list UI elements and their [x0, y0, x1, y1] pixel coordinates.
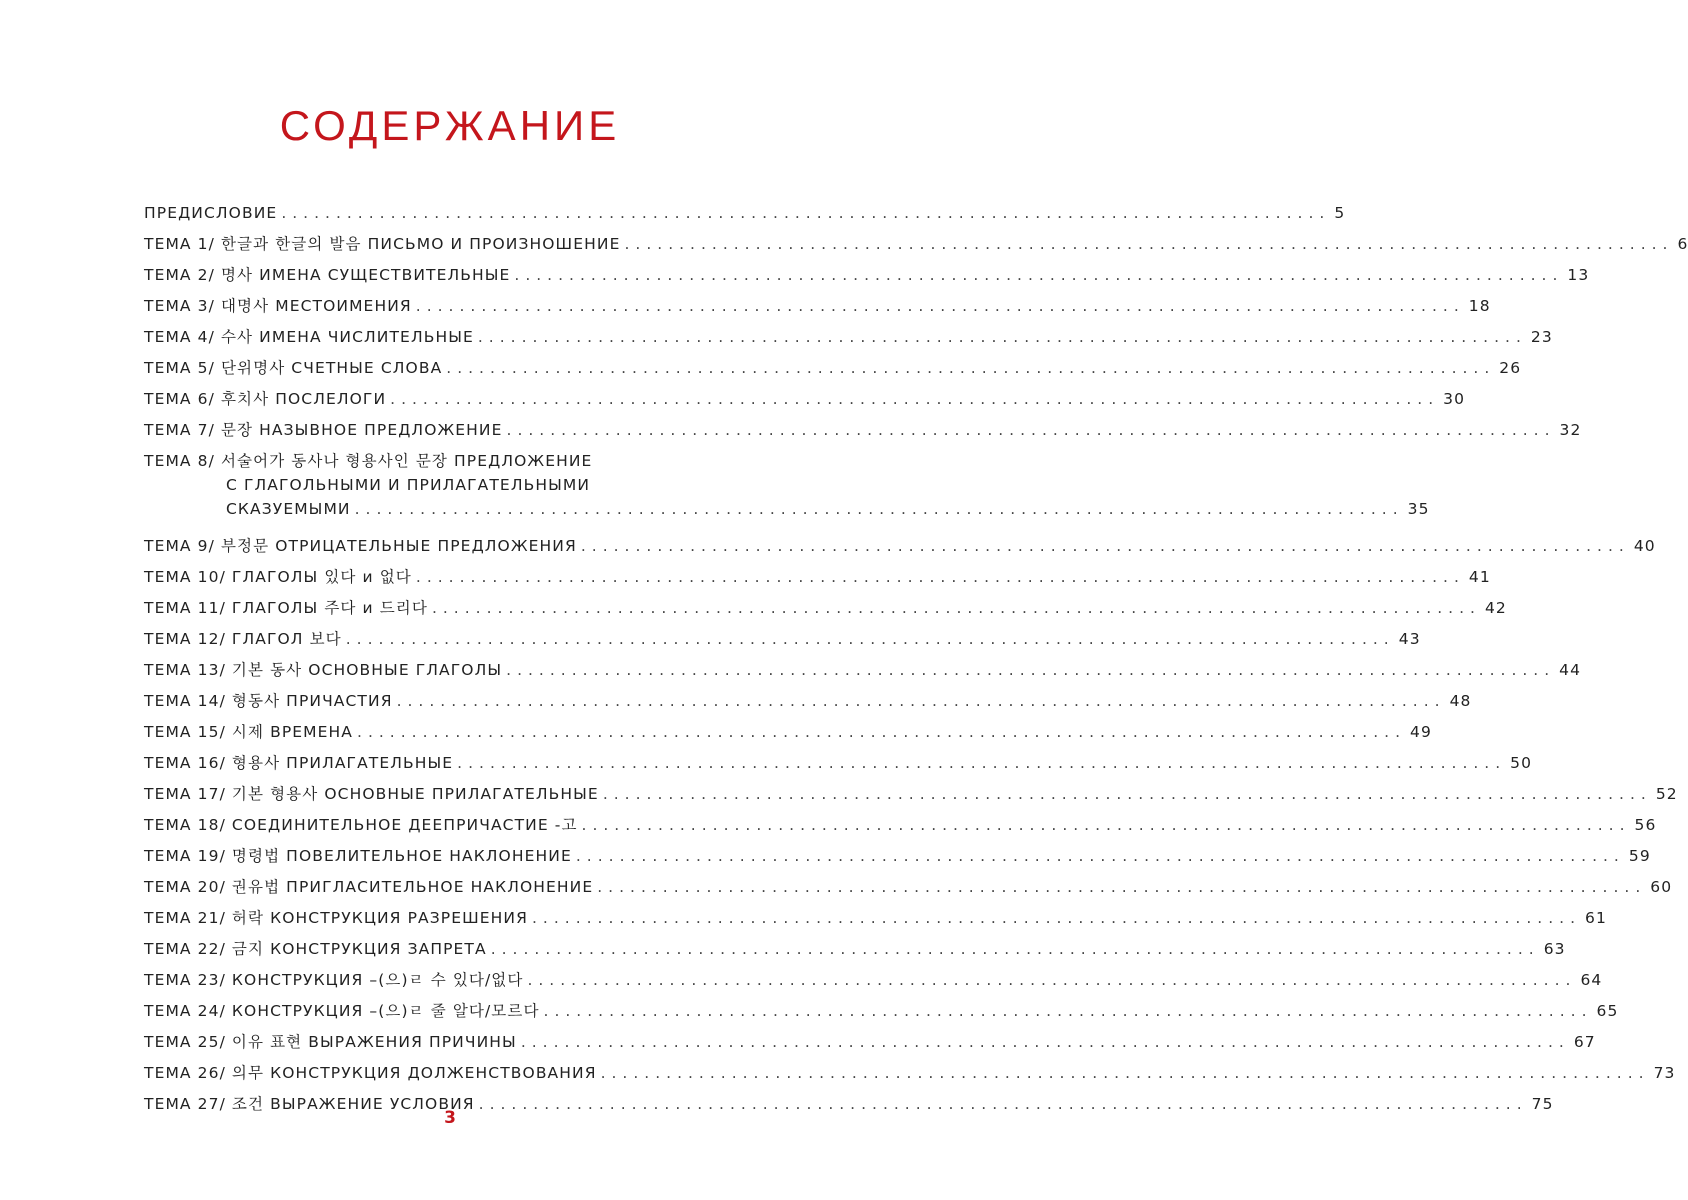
toc-entry[interactable]	[144, 655, 1582, 686]
leader-dots: ................................................................................................	[580, 537, 1630, 555]
toc-entry-label: ТЕМА 2/ 명사 ИМЕНА СУЩЕСТВИТЕЛЬНЫЕ	[144, 266, 511, 284]
toc-entry-page: 5	[1334, 204, 1346, 222]
leader-dots: ................................................................................................	[506, 661, 1556, 679]
toc-entry-page: 63	[1543, 940, 1566, 958]
table-of-contents	[144, 198, 1688, 1120]
leader-dots: ................................................................................................	[597, 878, 1647, 896]
toc-entry-label: ТЕМА 3/ 대명사 МЕСТОИМЕНИЯ	[144, 297, 412, 315]
toc-entry-label: ТЕМА 7/ 문장 НАЗЫВНОЕ ПРЕДЛОЖЕНИЕ	[144, 421, 503, 439]
toc-entry[interactable]	[144, 748, 1533, 779]
leader-dots: ................................................................................................	[457, 754, 1507, 772]
leader-dots: ................................................................................................	[506, 421, 1556, 439]
toc-entry-page: 44	[1559, 661, 1582, 679]
toc-entry[interactable]	[144, 996, 1619, 1027]
toc-entry[interactable]	[144, 415, 1582, 446]
toc-entry-label: ТЕМА 23/ КОНСТРУКЦИЯ –(으)ㄹ 수 있다/없다	[144, 971, 524, 989]
toc-entry-page: 41	[1468, 568, 1491, 586]
toc-entry-label: ТЕМА 13/ 기본 동사 ОСНОВНЫЕ ГЛАГОЛЫ	[144, 661, 503, 679]
leader-dots: ................................................................................................	[357, 723, 1407, 741]
toc-entry-label: ТЕМА 16/ 형용사 ПРИЛАГАТЕЛЬНЫЕ	[144, 754, 454, 772]
toc-entry-page: 43	[1398, 630, 1421, 648]
toc-entry-page: 49	[1410, 723, 1432, 741]
toc-entry[interactable]	[144, 384, 1466, 415]
toc-entry-label: ТЕМА 27/ 조건 ВЫРАЖЕНИЕ УСЛОВИЯ	[144, 1095, 475, 1113]
leader-dots: ................................................................................................	[431, 599, 1481, 617]
leader-dots: ................................................................................................	[477, 328, 1527, 346]
toc-entry[interactable]	[144, 717, 1432, 748]
leader-dots: ................................................................................................	[600, 1064, 1650, 1082]
toc-entry-page: 23	[1530, 328, 1553, 346]
toc-entry-page: 64	[1580, 971, 1603, 989]
toc-entry[interactable]	[144, 593, 1507, 624]
page-title: СОДЕРЖАНИЕ	[279, 102, 621, 149]
toc-entry[interactable]	[144, 686, 1472, 717]
toc-entry[interactable]	[144, 872, 1673, 903]
leader-dots: ................................................................................................	[514, 266, 1564, 284]
toc-entry-page: 59	[1628, 847, 1651, 865]
toc-entry-page: 35	[1407, 500, 1430, 518]
leader-dots: ................................................................................................	[345, 630, 1395, 648]
toc-entry-label: ТЕМА 24/ КОНСТРУКЦИЯ –(으)ㄹ 줄 알다/모르다	[144, 1002, 540, 1020]
toc-entry[interactable]	[144, 1058, 1676, 1089]
leader-dots: ................................................................................................	[281, 204, 1331, 222]
toc-entry[interactable]	[144, 934, 1566, 965]
toc-entry[interactable]	[144, 260, 1590, 291]
toc-entry-page: 48	[1449, 692, 1472, 710]
toc-entry-page: 50	[1510, 754, 1533, 772]
toc-entry-label: ТЕМА 20/ 권유법 ПРИГЛАСИТЕЛЬНОЕ НАКЛОНЕНИЕ	[144, 878, 594, 896]
toc-entry-label-line3: СКАЗУЕМЫМИ	[226, 500, 351, 518]
leader-dots: ................................................................................................	[527, 971, 1577, 989]
toc-entry-label: ТЕМА 11/ ГЛАГОЛЫ 주다 и 드리다	[144, 599, 428, 617]
toc-entry-label: ТЕМА 9/ 부정문 ОТРИЦАТЕЛЬНЫЕ ПРЕДЛОЖЕНИЯ	[144, 537, 577, 555]
toc-entry-page: 6	[1677, 235, 1688, 253]
toc-entry[interactable]	[144, 965, 1603, 996]
toc-entry-page: 60	[1650, 878, 1673, 896]
leader-dots: ................................................................................................	[602, 785, 1652, 803]
toc-entry[interactable]	[144, 1027, 1596, 1058]
toc-entry-label: ТЕМА 19/ 명령법 ПОВЕЛИТЕЛЬНОЕ НАКЛОНЕНИЕ	[144, 847, 572, 865]
toc-entry-label: ТЕМА 15/ 시제 ВРЕМЕНА	[144, 723, 354, 741]
leader-dots: ................................................................................................	[543, 1002, 1593, 1020]
toc-entry-label: ТЕМА 25/ 이유 표현 ВЫРАЖЕНИЯ ПРИЧИНЫ	[144, 1033, 517, 1051]
leader-dots: ................................................................................................	[532, 909, 1581, 927]
leader-dots: ................................................................................................	[396, 692, 1446, 710]
toc-entry-label: ТЕМА 12/ ГЛАГОЛ 보다	[144, 630, 342, 648]
toc-entry-page: 67	[1573, 1033, 1596, 1051]
toc-entry-page: 61	[1585, 909, 1607, 927]
toc-entry[interactable]	[144, 531, 1656, 562]
toc-entry-label: ТЕМА 17/ 기본 형용사 ОСНОВНЫЕ ПРИЛАГАТЕЛЬНЫЕ	[144, 785, 599, 803]
toc-entry[interactable]	[144, 903, 1607, 934]
leader-dots: ................................................................................................	[478, 1095, 1528, 1113]
toc-entry-page: 73	[1653, 1064, 1676, 1082]
toc-entry-label-line1: ТЕМА 8/ 서술어가 동사나 형용사인 문장 ПРЕДЛОЖЕНИЕ	[144, 452, 593, 470]
toc-entry-page: 65	[1596, 1002, 1619, 1020]
toc-entry-label: ТЕМА 21/ 허락 КОНСТРУКЦИЯ РАЗРЕШЕНИЯ	[144, 909, 528, 927]
toc-entry-page: 13	[1567, 266, 1590, 284]
toc-entry-label: ТЕМА 22/ 금지 КОНСТРУКЦИЯ ЗАПРЕТА	[144, 940, 487, 958]
toc-entry-page: 42	[1484, 599, 1507, 617]
toc-entry-page: 32	[1559, 421, 1582, 439]
leader-dots: ................................................................................................	[354, 500, 1404, 518]
toc-entry-page: 75	[1531, 1095, 1554, 1113]
toc-entry[interactable]	[144, 810, 1657, 841]
leader-dots: ................................................................................................	[390, 390, 1440, 408]
toc-entry-multiline[interactable]	[144, 446, 1430, 531]
leader-dots: ................................................................................................	[575, 847, 1625, 865]
leader-dots: ................................................................................................	[490, 940, 1540, 958]
toc-entry-label: ПРЕДИСЛОВИЕ	[144, 204, 278, 222]
toc-entry-page: 30	[1443, 390, 1466, 408]
toc-entry-label-line2: С ГЛАГОЛЬНЫМИ И ПРИЛАГАТЕЛЬНЫМИ	[226, 476, 591, 494]
toc-entry-page: 18	[1468, 297, 1491, 315]
toc-entry[interactable]	[144, 291, 1491, 322]
page-number: 3	[444, 1108, 456, 1128]
leader-dots: ................................................................................................	[520, 1033, 1570, 1051]
leader-dots: ................................................................................................	[415, 568, 1465, 586]
toc-entry-page: 40	[1633, 537, 1656, 555]
toc-entry[interactable]	[144, 322, 1553, 353]
leader-dots: ................................................................................................	[581, 816, 1631, 834]
toc-entry[interactable]	[144, 562, 1491, 593]
toc-entry-label: ТЕМА 10/ ГЛАГОЛЫ 있다 и 없다	[144, 568, 412, 586]
toc-entry-page: 52	[1655, 785, 1678, 803]
toc-entry-page: 26	[1499, 359, 1522, 377]
toc-entry[interactable]	[144, 779, 1678, 810]
toc-entry[interactable]	[144, 841, 1651, 872]
toc-entry-label: ТЕМА 4/ 수사 ИМЕНА ЧИСЛИТЕЛЬНЫЕ	[144, 328, 474, 346]
leader-dots: ................................................................................................	[624, 235, 1674, 253]
leader-dots: ................................................................................................	[415, 297, 1465, 315]
toc-entry-label: ТЕМА 5/ 단위명사 СЧЕТНЫЕ СЛОВА	[144, 359, 443, 377]
toc-entry-label: ТЕМА 26/ 의무 КОНСТРУКЦИЯ ДОЛЖЕНСТВОВАНИЯ	[144, 1064, 597, 1082]
toc-entry-label: ТЕМА 14/ 형동사 ПРИЧАСТИЯ	[144, 692, 393, 710]
leader-dots: ................................................................................................	[446, 359, 1496, 377]
toc-entry[interactable]	[144, 353, 1522, 384]
toc-entry-page: 56	[1634, 816, 1657, 834]
toc-entry-label: ТЕМА 6/ 후치사 ПОСЛЕЛОГИ	[144, 390, 387, 408]
toc-entry[interactable]	[144, 624, 1421, 655]
toc-entry-label: ТЕМА 18/ СОЕДИНИТЕЛЬНОЕ ДЕЕПРИЧАСТИЕ -고	[144, 816, 578, 834]
toc-entry-label: ТЕМА 1/ 한글과 한글의 발음 ПИСЬМО И ПРОИЗНОШЕНИЕ	[144, 235, 621, 253]
toc-entry[interactable]	[144, 229, 1688, 260]
toc-entry[interactable]	[144, 198, 1346, 229]
